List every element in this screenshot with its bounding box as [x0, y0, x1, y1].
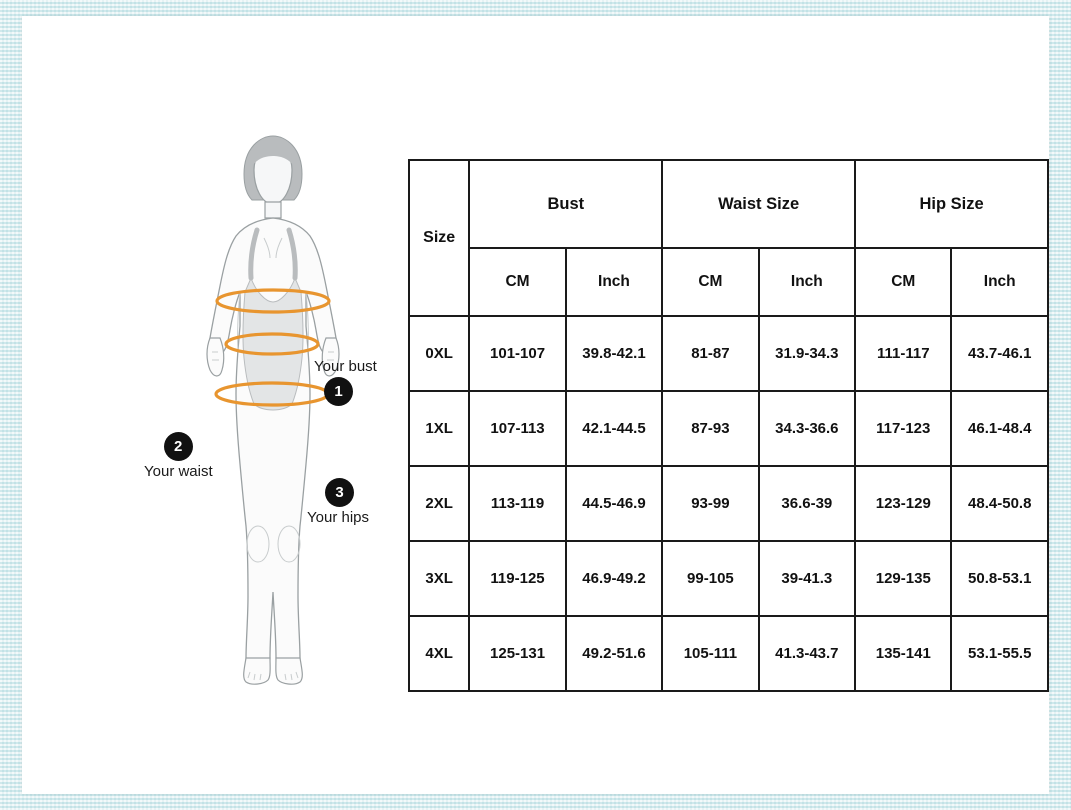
header-size: Size — [409, 160, 469, 316]
cell-hip-inch: 48.4-50.8 — [951, 466, 1048, 541]
cell-hip-cm: 135-141 — [855, 616, 951, 691]
callout-bust-label: Your bust — [314, 358, 377, 375]
callout-bust — [312, 358, 377, 406]
cell-size: 0XL — [409, 316, 469, 391]
callout-hips-label: Your hips — [307, 509, 369, 526]
cell-size: 1XL — [409, 391, 469, 466]
cell-waist-inch: 36.6-39 — [759, 466, 855, 541]
header-waist-cm: CM — [662, 248, 758, 316]
cell-bust-cm: 125-131 — [469, 616, 565, 691]
size-chart-table — [408, 159, 1049, 692]
cell-size: 4XL — [409, 616, 469, 691]
cell-bust-inch: 42.1-44.5 — [566, 391, 662, 466]
table-body — [409, 316, 1048, 691]
cell-size: 2XL — [409, 466, 469, 541]
cell-hip-cm: 129-135 — [855, 541, 951, 616]
cell-bust-cm: 107-113 — [469, 391, 565, 466]
cell-waist-inch: 31.9-34.3 — [759, 316, 855, 391]
cell-waist-cm: 81-87 — [662, 316, 758, 391]
cell-waist-inch: 41.3-43.7 — [759, 616, 855, 691]
header-waist-inch: Inch — [759, 248, 855, 316]
header-bust-cm: CM — [469, 248, 565, 316]
header-hip-cm: CM — [855, 248, 951, 316]
cell-waist-inch: 39-41.3 — [759, 541, 855, 616]
table-row — [409, 466, 1048, 541]
body-measurement-figure — [144, 126, 392, 686]
header-hip-inch: Inch — [951, 248, 1048, 316]
table-row — [409, 391, 1048, 466]
header-bust-inch: Inch — [566, 248, 662, 316]
callout-waist-label: Your waist — [144, 463, 213, 480]
callout-waist-number: 2 — [164, 432, 193, 461]
callout-waist — [144, 432, 213, 480]
cell-waist-inch: 34.3-36.6 — [759, 391, 855, 466]
cell-waist-cm: 87-93 — [662, 391, 758, 466]
cell-waist-cm: 93-99 — [662, 466, 758, 541]
table-row — [409, 541, 1048, 616]
callout-bust-number: 1 — [324, 377, 353, 406]
cell-hip-cm: 123-129 — [855, 466, 951, 541]
cell-hip-inch: 50.8-53.1 — [951, 541, 1048, 616]
table-row — [409, 316, 1048, 391]
cell-waist-cm: 99-105 — [662, 541, 758, 616]
cell-bust-inch: 49.2-51.6 — [566, 616, 662, 691]
cell-bust-inch: 46.9-49.2 — [566, 541, 662, 616]
cell-bust-cm: 119-125 — [469, 541, 565, 616]
cell-hip-inch: 46.1-48.4 — [951, 391, 1048, 466]
table-header-row-groups — [409, 160, 1048, 248]
table-header-row-units — [409, 248, 1048, 316]
female-body-illustration — [152, 126, 392, 686]
cell-waist-cm: 105-111 — [662, 616, 758, 691]
cell-hip-cm: 111-117 — [855, 316, 951, 391]
cell-hip-inch: 43.7-46.1 — [951, 316, 1048, 391]
header-group-bust: Bust — [469, 160, 662, 248]
callout-hips — [307, 478, 369, 526]
cell-size: 3XL — [409, 541, 469, 616]
header-group-hip: Hip Size — [855, 160, 1048, 248]
header-group-waist: Waist Size — [662, 160, 855, 248]
cell-bust-inch: 39.8-42.1 — [566, 316, 662, 391]
cell-hip-inch: 53.1-55.5 — [951, 616, 1048, 691]
cell-bust-cm: 113-119 — [469, 466, 565, 541]
table-row — [409, 616, 1048, 691]
cell-bust-cm: 101-107 — [469, 316, 565, 391]
size-chart-card — [22, 16, 1049, 794]
cell-hip-cm: 117-123 — [855, 391, 951, 466]
cell-bust-inch: 44.5-46.9 — [566, 466, 662, 541]
callout-hips-number: 3 — [325, 478, 354, 507]
table-header — [409, 160, 1048, 316]
